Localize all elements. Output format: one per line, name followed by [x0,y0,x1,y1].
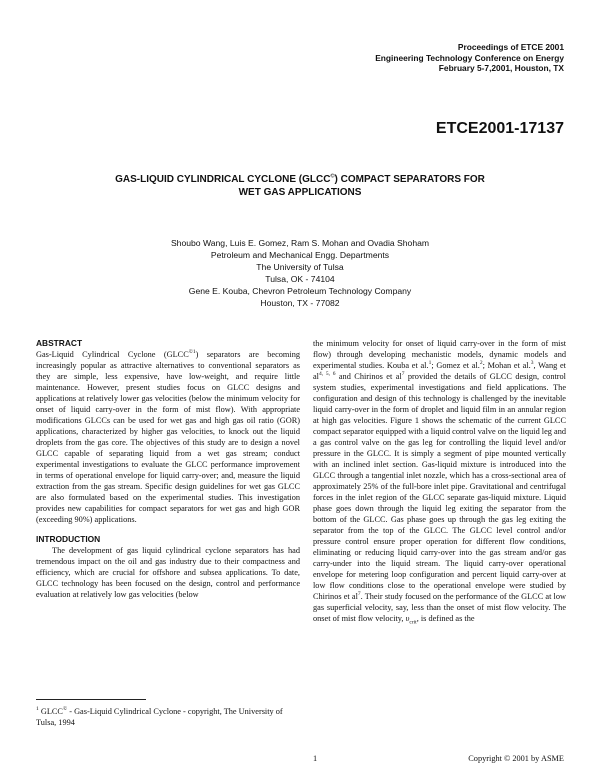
right-column-paragraph [313,338,566,629]
copyright-notice: Copyright © 2001 by ASME [468,754,564,763]
v-crit-subscript: crit [409,619,417,626]
left-column [36,338,300,600]
page-number: 1 [313,754,318,763]
rc-text-2: ; Gomez et al. [431,361,480,370]
ref-kouba: 1 [428,360,432,367]
proceedings-header [375,42,564,74]
introduction-heading: INTRODUCTION [36,534,101,544]
proceedings-line2: Engineering Technology Conference on Energy [375,52,564,63]
author-block [60,237,540,309]
introduction-paragraph: The development of gas liquid cylindrical cyclone separators has had tremendous impact on the oil and gas industry due to their compactness and efficiency, which are crucial for offshore and subsea applications. To date, GLCC technology has been focused on the design, control and performance evaluation at relatively low gas velocities (below [36,546,300,599]
rc-text-7: . Their study focused on the performance of the GLCC at low gas superficial velocity, say, less than the onset of mist flow velocity. The onset of mist flow velocity, [313,592,566,623]
abstract-paragraph [36,349,300,525]
rc-text-1: the minimum velocity for onset of liquid carry-over in the form of mist flow) through developing mechanistic models, dynamic models and experimental studies. Kouba et al. [313,339,566,370]
title-line2: WET GAS APPLICATIONS [238,186,362,198]
v-crit-symbol: υ [405,614,410,623]
proceedings-line3: February 5-7,2001, Houston, TX [438,63,564,73]
title-copyright-mark: © [330,173,335,180]
abstract-text-b: ) separators are becoming increasingly popular as attractive alternatives to conventional separators as they are simple, less expensive, have low-weight, and require little maintenance. However, present studies focus on GLCC designs and applications at relatively lower gas velocities (below the minimum velocity for onset of liquid carry-over in the form of mist flow). With appropriate modifications GLCCs can be used for wet gas and high gas oil ratio (GOR) applications, characterized by higher gas velocities, to knock out the liquid droplets from the gas core. The objectives of this study are to design a novel GLCC capable of separating liquid from a wet gas stream; conduct experimental investigations to evaluate the GLCC performance improvement in terms of operational envelope for liquid carry-over; and, measure the liquid extraction from the gas stream. Specific design guidelines for wet gas GLCC are also formulated based on the experimental studies. This investigation provides new capabilities for compact separators for wet gas and high GOR (exceeding 90%) applications. [36,350,300,524]
paper-id: ETCE2001-17137 [435,120,564,137]
glcc-footnote-mark: ©1 [188,349,196,356]
ref-gomez: 2 [479,360,483,367]
footnote [36,706,300,728]
right-column [313,338,566,629]
rc-text-6: provided the details of GLCC design, control system studies, experimental investigations and field applications. The configuration and design of this technology is challenged by the inevitable liquid carry-over in the form of droplet and liquid film in an annular region at high gas velocities. Figure 1 shows the schematic of the current GLCC compact separator equipped with a liquid control valve on the liquid leg and a gas control valve on the gas leg for controlling the liquid level and/or pressure in the GLCC. It is simply a segment of pipe mounted vertically with an inclined inlet section. Gas-liquid mixture is introduced into the GLCC through a tangential inlet nozzle, which has a cross-sectional area of approximately 25% of the full-bore inlet pipe. Gravitational and centrifugal forces in the inlet region of the GLCC separate gas-liquid mixture. Liquid phase goes down through the liquid leg exiting the separator from the bottom of the GLCC. Gas phase goes up through the gas leg exiting the separator from the top of the GLCC. The GLCC level control and/or pressure control ensure proper operation for different flow conditions, eliminating or reducing liquid carry-over into the gas stream and/or gas carry-under into the liquid stream. The liquid carry-over operational envelope for metering loop configuration and percent liquid carry-over at low flow conditions close to the operational envelope were studied by Chirinos et al [313,372,566,601]
footnote-number: 1 [36,706,39,713]
rc-text-3: ; Mohan et al. [482,361,531,370]
title-line1-a: GAS-LIQUID CYLINDRICAL CYCLONE (GLCC [115,174,331,185]
author-university: The University of Tulsa [256,262,344,272]
ref-chirinos-2: 7 [357,591,361,598]
footnote-text-a: GLCC [40,707,63,716]
ref-chirinos: 7 [401,371,405,378]
ref-wang: 4, 5, 6 [319,371,336,378]
footnote-rule [36,699,146,700]
footnote-text-b: - Gas-Liquid Cylindrical Cyclone - copyright, The University of Tulsa, 1994 [36,707,283,727]
rc-text-5: and Chirinos et al [335,372,402,381]
rc-text-4: , Wang et al [313,361,566,381]
abstract-text-a: Gas-Liquid Cylindrical Cyclone (GLCC [36,350,189,359]
rc-text-8: , is defined as the [416,614,475,623]
title-line1-b: ) COMPACT SEPARATORS FOR [334,174,485,185]
author-department: Petroleum and Mechanical Engg. Departments [210,250,390,260]
author-city2: Houston, TX - 77082 [260,298,340,308]
proceedings-line1: Proceedings of ETCE 2001 [457,42,564,52]
author-names: Shoubo Wang, Luis E. Gomez, Ram S. Mohan and Ovadia Shoham [170,238,430,248]
footnote-copyright-mark: © [62,706,68,713]
author-second: Gene E. Kouba, Chevron Petroleum Technology Company [188,286,412,296]
paper-title [40,174,560,199]
abstract-heading: ABSTRACT [36,338,83,348]
author-city: Tulsa, OK - 74104 [265,274,335,284]
ref-mohan: 3 [530,360,534,367]
